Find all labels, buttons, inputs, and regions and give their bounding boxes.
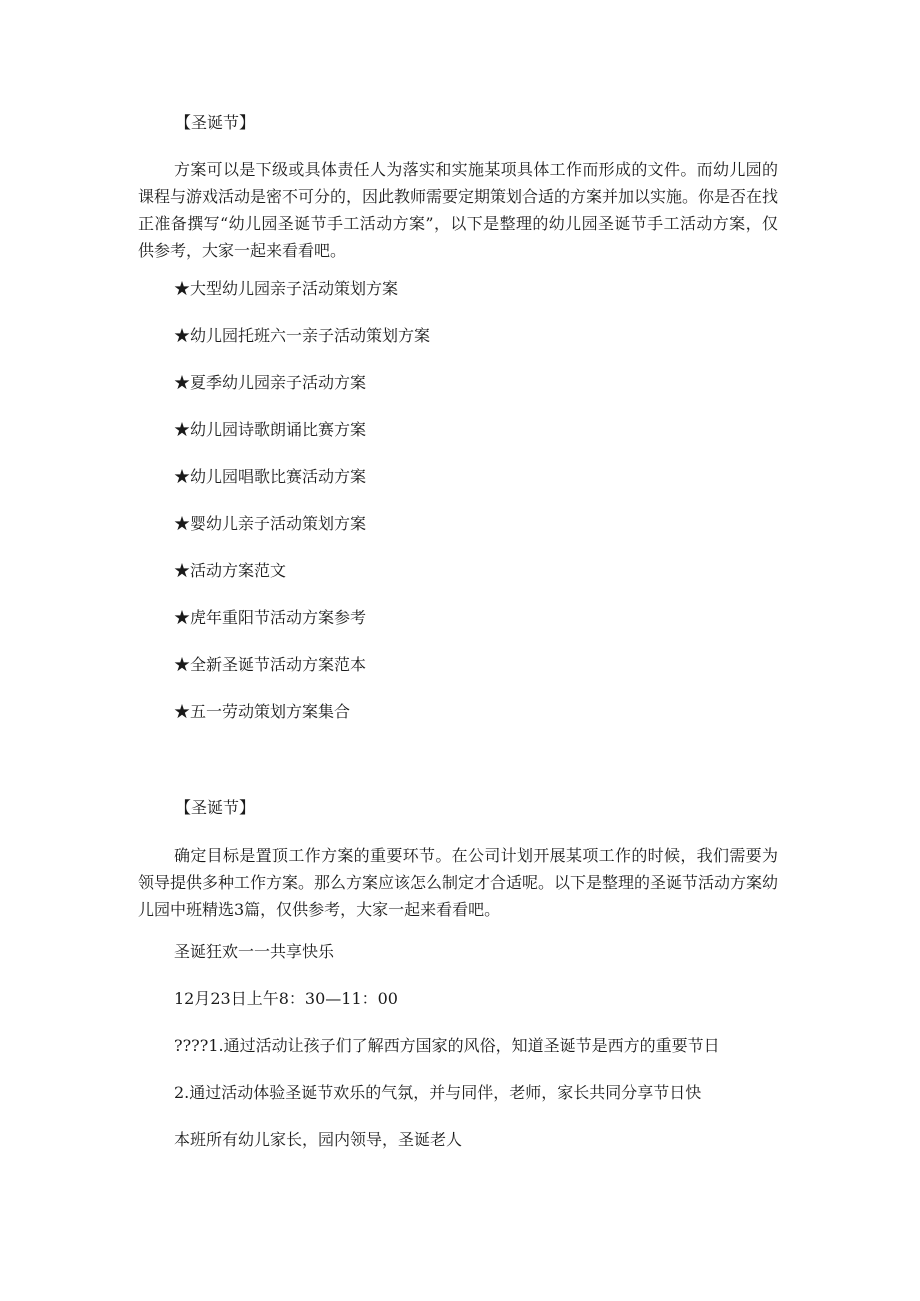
body-line: 2.通过活动体验圣诞节欢乐的气氛，并与同伴，老师，家长共同分享节日快 — [174, 1083, 702, 1102]
link-item[interactable]: ★全新圣诞节活动方案范本 — [174, 655, 367, 674]
link-item[interactable]: ★幼儿园唱歌比赛活动方案 — [174, 467, 367, 486]
link-item[interactable]: ★大型幼儿园亲子活动策划方案 — [174, 279, 399, 298]
section1-heading: 【圣诞节】 — [175, 113, 256, 132]
link-item[interactable]: ★幼儿园诗歌朗诵比赛方案 — [174, 420, 367, 439]
body-line: 12月23日上午8：30—11：00 — [174, 989, 398, 1008]
body-line: ????1.通过活动让孩子们了解西方国家的风俗，知道圣诞节是西方的重要节日 — [174, 1036, 720, 1055]
link-item[interactable]: ★幼儿园托班六一亲子活动策划方案 — [174, 326, 431, 345]
link-item[interactable]: ★五一劳动策划方案集合 — [174, 702, 351, 721]
link-item[interactable]: ★婴幼儿亲子活动策划方案 — [174, 514, 367, 533]
section2-heading: 【圣诞节】 — [175, 798, 256, 817]
section1-intro: 方案可以是下级或具体责任人为落实和实施某项具体工作而形成的文件。而幼儿园的课程与游戏活动是密不可分的，因此教师需要定期策划合适的方案并加以实施。你是否在找正准备撰写“幼儿园圣诞节手工活动方案”，以下是整理的幼儿园圣诞节手工活动方案，仅供参考，大家一起来看看吧。 — [138, 160, 779, 260]
body-line: 本班所有幼儿家长，园内领导，圣诞老人 — [174, 1130, 463, 1149]
link-item[interactable]: ★虎年重阳节活动方案参考 — [174, 608, 367, 627]
section2-intro: 确定目标是置顶工作方案的重要环节。在公司计划开展某项工作的时候，我们需要为领导提供多种工作方案。那么方案应该怎么制定才合适呢。以下是整理的圣诞节活动方案幼儿园中班精选3篇，仅供参考，大家一起来看看吧。 — [138, 846, 779, 919]
link-item[interactable]: ★活动方案范文 — [174, 561, 287, 580]
link-item[interactable]: ★夏季幼儿园亲子活动方案 — [174, 373, 367, 392]
body-line: 圣诞狂欢一一共享快乐 — [174, 942, 335, 961]
